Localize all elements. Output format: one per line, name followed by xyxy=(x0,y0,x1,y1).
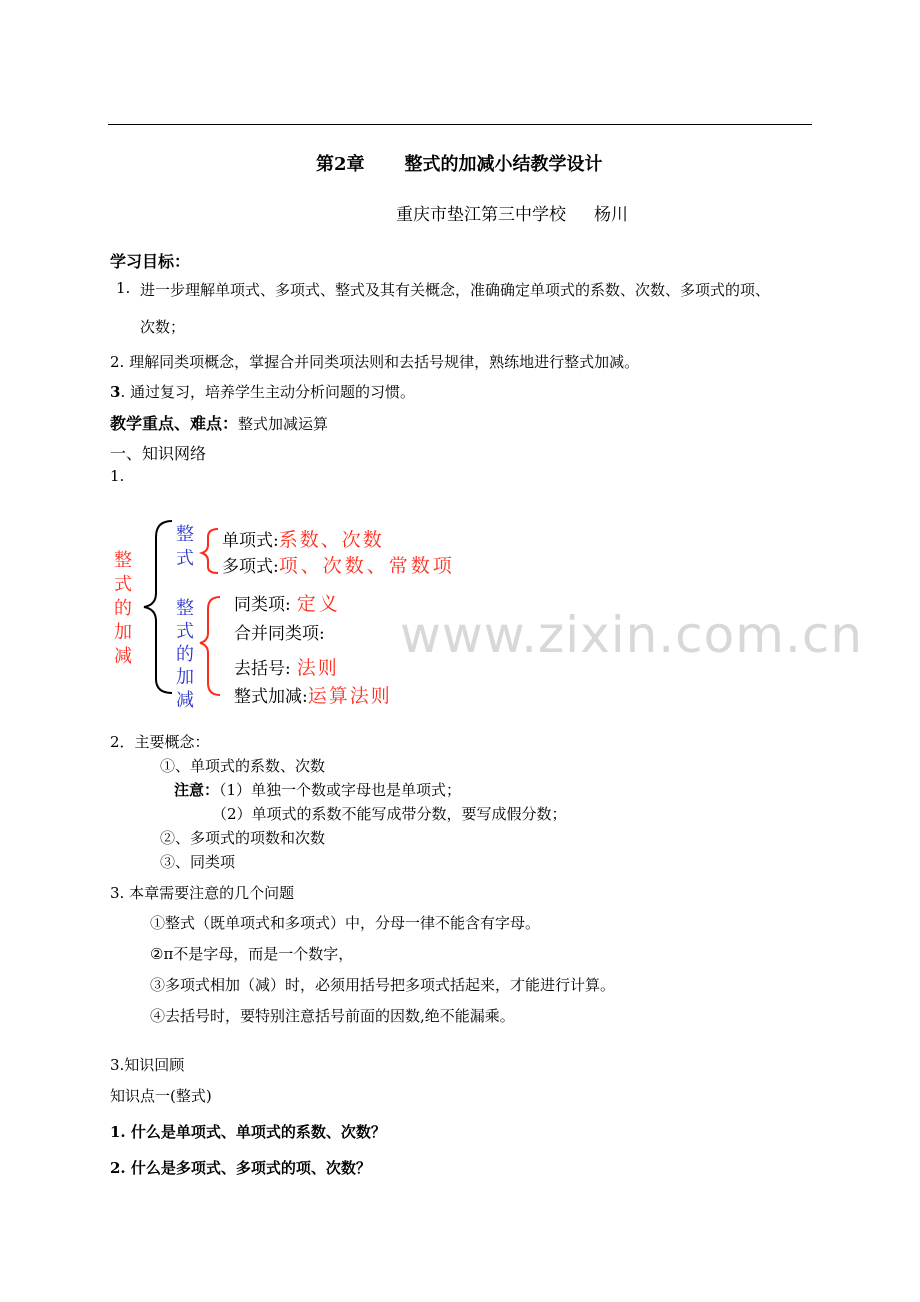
focus-text: 整式加减运算 xyxy=(238,415,329,433)
section-1-number: 1. xyxy=(110,467,125,485)
issue-3: ③多项式相加（减）时，必须用括号把多项式括起来，才能进行计算。 xyxy=(150,976,616,994)
issues-heading: 3. 本章需要注意的几个问题 xyxy=(110,884,295,902)
objective-2: 2. 理解同类项概念，掌握合并同类项法则和去括号规律，熟练地进行整式加减。 xyxy=(110,353,640,371)
polynomial-label: 多项式: xyxy=(222,557,279,577)
focus-label: 教学重点、难点： xyxy=(110,414,239,433)
objective-3-text: . 通过复习，培养学生主动分析问题的习惯。 xyxy=(120,383,415,401)
question-2: 2. 什么是多项式、多项式的项、次数？ xyxy=(110,1159,371,1177)
like-terms-row xyxy=(234,589,341,616)
polynomial-branch-label: 整 式 xyxy=(176,524,194,569)
polynomial-row xyxy=(222,551,455,578)
brackets-row xyxy=(234,653,339,680)
page-title xyxy=(316,150,603,176)
issue-2: ②π不是字母，而是一个数字， xyxy=(150,945,354,963)
note-label: 注意： xyxy=(174,781,220,799)
objective-3 xyxy=(110,381,415,402)
author-name: 杨川 xyxy=(594,205,628,225)
root-label: 整 式 的 加 减 xyxy=(114,550,132,667)
focus-line xyxy=(110,411,328,434)
note-1: （1）单独一个数或字母也是单项式； xyxy=(219,781,462,799)
header-rule xyxy=(108,124,812,125)
school-name: 重庆市垫江第三中学校 xyxy=(396,205,566,225)
concepts-heading: 2．主要概念： xyxy=(110,733,210,751)
note-1-line xyxy=(174,779,461,800)
like-terms-label: 同类项: xyxy=(234,595,291,615)
like-terms-value: 定义 xyxy=(296,593,341,615)
author-line xyxy=(396,200,628,225)
concept-3: ③、同类项 xyxy=(160,853,236,871)
objective-1-text: 进一步理解单项式、多项式、整式及其有关概念，准确确定单项式的系数、次数、多项式的项、 xyxy=(140,281,771,299)
objectives-heading: 学习目标： xyxy=(110,252,191,271)
term-brace xyxy=(202,529,218,573)
chapter-number: 第2章 xyxy=(316,154,365,175)
addsub-label: 整式加减: xyxy=(234,687,308,707)
question-1: 1. 什么是单项式、单项式的系数、次数？ xyxy=(110,1123,386,1141)
review-heading: 3.知识回顾 xyxy=(110,1056,185,1074)
brackets-label: 去括号: xyxy=(234,659,291,679)
watermark: www.zixin.com.cn xyxy=(400,606,864,664)
monomial-row xyxy=(222,525,384,552)
title-text: 整式的加减小结教学设计 xyxy=(404,154,603,175)
note-2: （2）单项式的系数不能写成带分数，要写成假分数； xyxy=(212,805,567,823)
monomial-value: 系数、次数 xyxy=(278,529,384,551)
monomial-label: 单项式: xyxy=(222,531,279,551)
issue-4: ④去括号时，要特别注意括号前面的因数,绝不能漏乘。 xyxy=(150,1007,515,1025)
concept-2: ②、多项式的项数和次数 xyxy=(160,829,326,847)
objective-1-number: 1. xyxy=(116,279,131,297)
addsub-branch-label: 整 式 的 加 减 xyxy=(176,598,194,711)
addsub-row xyxy=(234,681,392,708)
addsub-value: 运算法则 xyxy=(307,685,392,707)
main-brace xyxy=(144,521,172,693)
objective-3-number: 3 xyxy=(110,383,121,401)
section-1-heading: 一、知识网络 xyxy=(110,444,207,463)
operation-brace xyxy=(200,597,220,695)
polynomial-value: 项、次数、常数项 xyxy=(278,555,455,577)
combine-row: 合并同类项: xyxy=(234,624,325,644)
issue-1: ①整式（既单项式和多项式）中，分母一律不能含有字母。 xyxy=(150,914,541,932)
brackets-value: 法则 xyxy=(296,657,339,679)
concept-1: ①、单项式的系数、次数 xyxy=(160,757,326,775)
knowledge-point-1: 知识点一(整式) xyxy=(110,1087,212,1105)
objective-1-continued: 次数； xyxy=(140,318,186,336)
